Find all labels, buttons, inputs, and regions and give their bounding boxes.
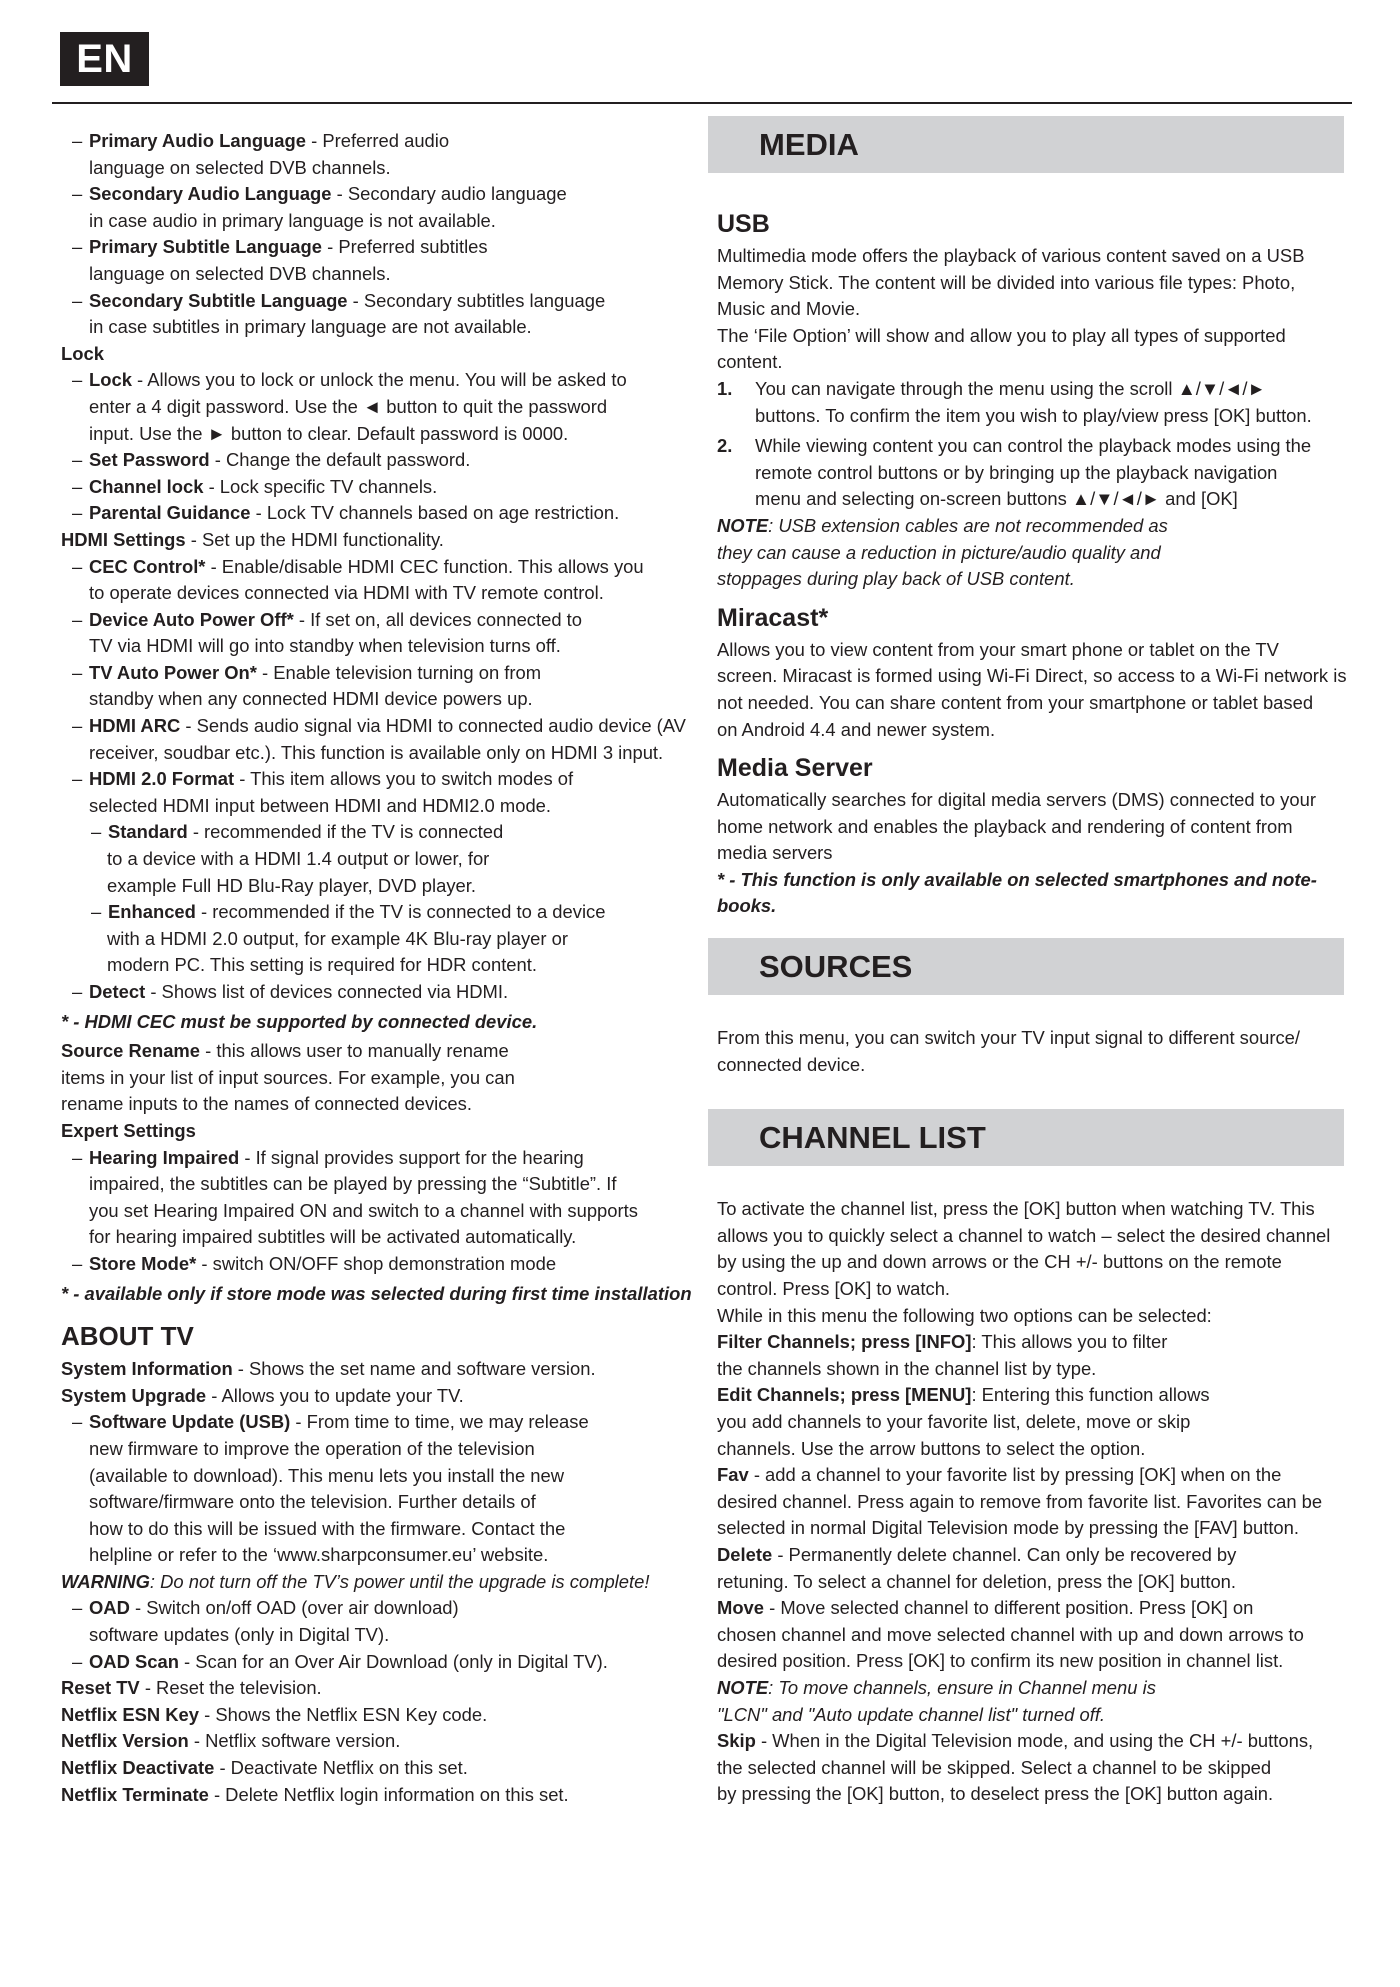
primary-subtitle-item: – Primary Subtitle Language - Preferred subtitles — [61, 234, 701, 261]
usb-step-2: 2. While viewing content you can control the playback modes using the — [717, 435, 1312, 457]
netflix-deactivate-item: Netflix Deactivate - Deactivate Netflix on this set. — [61, 1757, 468, 1779]
fav-cont: desired channel. Press again to remove from favorite list. Favorites can be — [717, 1490, 1323, 1512]
primary-audio-cont: language on selected DVB channels. — [89, 156, 391, 178]
software-update-item: – Software Update (USB) - From time to time, we may release — [61, 1409, 701, 1436]
netflix-terminate-item: Netflix Terminate - Delete Netflix login information on this set. — [61, 1783, 569, 1805]
channel-list-text-line: To activate the channel list, press the [OK] button when watching TV. This — [717, 1198, 1315, 1220]
channel-list-text-line: by using the up and down arrows or the CH +/- buttons on the remote — [717, 1251, 1282, 1273]
move-cont: desired position. Press [OK] to confirm its new position in channel list. — [717, 1650, 1284, 1672]
channel-list-text-line: allows you to quickly select a channel to watch – select the desired channel — [717, 1224, 1331, 1246]
set-password-item: – Set Password - Change the default password. — [61, 447, 701, 474]
hdmi-format-item: – HDMI 2.0 Format - This item allows you to switch modes of — [61, 766, 701, 793]
move-note-cont: "LCN" and "Auto update channel list" turned off. — [717, 1703, 1106, 1725]
hdmi-format-cont: selected HDMI input between HDMI and HDMI2.0 mode. — [89, 794, 552, 816]
software-update-cont: software/firmware onto the television. Further details of — [89, 1491, 536, 1513]
software-update-cont: how to do this will be issued with the firmware. Contact the — [89, 1517, 566, 1539]
right-column — [708, 116, 1347, 1808]
cec-control-item: – CEC Control* - Enable/disable HDMI CEC function. This allows you — [61, 554, 701, 581]
secondary-subtitle-cont: in case subtitles in primary language are not available. — [89, 316, 532, 338]
miracast-text-line: on Android 4.4 and newer system. — [717, 718, 996, 740]
media-server-footnote-cont: books. — [717, 895, 777, 917]
miracast-text-line: not needed. You can share content from your smartphone or tablet based — [717, 691, 1314, 713]
reset-tv-item: Reset TV - Reset the television. — [61, 1677, 322, 1699]
cec-control-cont: to operate devices connected via HDMI with TV remote control. — [89, 582, 604, 604]
system-information-item: System Information - Shows the set name and software version. — [61, 1358, 596, 1380]
media-section-banner: MEDIA — [708, 116, 1344, 173]
lock-item-cont: enter a 4 digit password. Use the ◄ button to quit the password — [89, 395, 608, 417]
usb-step-2-cont: menu and selecting on-screen buttons ▲/▼/◄/► and [OK] — [755, 488, 1238, 510]
channel-list-section-banner: CHANNEL LIST — [708, 1109, 1344, 1166]
skip-cont: the selected channel will be skipped. Select a channel to be skipped — [717, 1756, 1272, 1778]
netflix-version-item: Netflix Version - Netflix software version. — [61, 1730, 401, 1752]
header-rule — [52, 102, 1352, 104]
skip-cont: by pressing the [OK] button, to deselect press the [OK] button again. — [717, 1783, 1274, 1805]
usb-text-line: Multimedia mode offers the playback of various content saved on a USB — [717, 245, 1305, 266]
tv-auto-power-on-item: – TV Auto Power On* - Enable television turning on from — [61, 660, 701, 687]
software-update-cont: new firmware to improve the operation of the television — [89, 1437, 535, 1459]
usb-text-line: Music and Movie. — [717, 298, 861, 320]
edit-channels-item: Edit Channels; press [MENU]: Entering this function allows — [717, 1384, 1210, 1406]
software-update-cont: helpline or refer to the ‘www.sharpconsumer.eu’ website. — [89, 1544, 549, 1566]
edit-channels-cont: you add channels to your favorite list, delete, move or skip — [717, 1411, 1191, 1432]
usb-note-cont: stoppages during play back of USB content. — [717, 568, 1075, 590]
move-cont: chosen channel and move selected channel with up and down arrows to — [717, 1623, 1304, 1645]
sources-section-banner: SOURCES — [708, 938, 1344, 995]
miracast-text-line: screen. Miracast is formed using Wi-Fi Direct, so access to a Wi-Fi network is — [717, 665, 1347, 687]
media-server-text-line: Automatically searches for digital media servers (DMS) connected to your — [717, 789, 1316, 811]
store-mode-footnote: * - available only if store mode was selected during first time installation — [61, 1282, 692, 1304]
fav-item: Fav - add a channel to your favorite list by pressing [OK] when on the — [717, 1464, 1282, 1486]
tv-auto-power-on-cont: standby when any connected HDMI device powers up. — [89, 688, 533, 710]
standard-cont: example Full HD Blu-Ray player, DVD player. — [107, 874, 476, 896]
usb-text-line: content. — [717, 351, 783, 373]
hearing-impaired-cont: you set Hearing Impaired ON and switch to a channel with supports — [89, 1199, 638, 1221]
skip-item: Skip - When in the Digital Television mode, and using the CH +/- buttons, — [717, 1730, 1314, 1752]
filter-channels-item: Filter Channels; press [INFO]: This allows you to filter — [717, 1331, 1168, 1353]
usb-note-cont: they can cause a reduction in picture/audio quality and — [717, 541, 1161, 563]
hearing-impaired-cont: impaired, the subtitles can be played by pressing the “Subtitle”. If — [89, 1173, 617, 1195]
parental-guidance-item: – Parental Guidance - Lock TV channels based on age restriction. — [61, 500, 701, 527]
primary-audio-item: – Primary Audio Language - Preferred audio — [61, 128, 701, 155]
hdmi-arc-item: – HDMI ARC - Sends audio signal via HDMI to connected audio device (AV — [61, 713, 701, 740]
standard-item: – Standard - recommended if the TV is connected — [61, 819, 701, 846]
usb-step-1: 1. You can navigate through the menu using the scroll ▲/▼/◄/► — [717, 377, 1266, 399]
fav-cont: selected in normal Digital Television mode by pressing the [FAV] button. — [717, 1517, 1299, 1539]
move-note: NOTE: To move channels, ensure in Channel menu is — [717, 1676, 1156, 1698]
usb-text-line: The ‘File Option’ will show and allow you to play all types of supported — [717, 324, 1286, 346]
edit-channels-cont: channels. Use the arrow buttons to select the option. — [717, 1437, 1146, 1459]
hdmi-settings-header: HDMI Settings - Set up the HDMI functionality. — [61, 528, 444, 550]
source-rename-cont: rename inputs to the names of connected devices. — [61, 1093, 472, 1115]
cec-footnote: * - HDMI CEC must be supported by connected device. — [61, 1010, 538, 1032]
detect-item: – Detect - Shows list of devices connected via HDMI. — [61, 979, 701, 1006]
device-auto-power-off-item: – Device Auto Power Off* - If set on, all devices connected to — [61, 607, 701, 634]
media-server-footnote: * - This function is only available on selected smartphones and note- — [717, 868, 1317, 890]
hdmi-arc-cont: receiver, soudbar etc.). This function is available only on HDMI 3 input. — [89, 741, 664, 763]
device-auto-power-off-cont: TV via HDMI will go into standby when television turns off. — [89, 635, 561, 657]
usb-text-line: Memory Stick. The content will be divided into various file types: Photo, — [717, 271, 1296, 293]
enhanced-cont: with a HDMI 2.0 output, for example 4K Blu-ray player or — [107, 927, 568, 949]
standard-cont: to a device with a HDMI 1.4 output or lower, for — [107, 848, 490, 870]
secondary-audio-item: – Secondary Audio Language - Secondary audio language — [61, 181, 701, 208]
secondary-audio-cont: in case audio in primary language is not available. — [89, 209, 496, 231]
channel-lock-item: – Channel lock - Lock specific TV channels. — [61, 474, 701, 501]
enhanced-cont: modern PC. This setting is required for HDR content. — [107, 954, 537, 976]
sources-text-line: connected device. — [717, 1053, 866, 1075]
miracast-text-line: Allows you to view content from your smart phone or tablet on the TV — [717, 638, 1279, 660]
lock-item: – Lock - Allows you to lock or unlock the menu. You will be asked to — [61, 367, 701, 394]
media-server-heading: Media Server — [717, 754, 873, 783]
expert-settings-header: Expert Settings — [61, 1119, 196, 1141]
miracast-heading: Miracast* — [717, 603, 829, 632]
media-server-text-line: media servers — [717, 842, 833, 864]
sources-text-line: From this menu, you can switch your TV input signal to different source/ — [717, 1027, 1300, 1049]
source-rename-cont: items in your list of input sources. For example, you can — [61, 1066, 515, 1088]
secondary-subtitle-item: – Secondary Subtitle Language - Secondary subtitles language — [61, 288, 701, 315]
usb-step-1-cont: buttons. To confirm the item you wish to play/view press [OK] button. — [755, 404, 1312, 426]
usb-note: NOTE: USB extension cables are not recommended as — [717, 514, 1168, 536]
system-upgrade-item: System Upgrade - Allows you to update your TV. — [61, 1384, 464, 1406]
delete-item: Delete - Permanently delete channel. Can only be recovered by — [717, 1543, 1237, 1565]
primary-subtitle-cont: language on selected DVB channels. — [89, 262, 391, 284]
move-item: Move - Move selected channel to different position. Press [OK] on — [717, 1597, 1254, 1619]
about-tv-heading: ABOUT TV — [61, 1321, 194, 1352]
hearing-impaired-cont: for hearing impaired subtitles will be activated automatically. — [89, 1226, 577, 1248]
software-update-cont: (available to download). This menu lets you install the new — [89, 1464, 565, 1486]
lock-item-cont: input. Use the ► button to clear. Default password is 0000. — [89, 422, 569, 444]
delete-cont: retuning. To select a channel for deletion, press the [OK] button. — [717, 1570, 1237, 1592]
usb-heading: USB — [717, 210, 770, 238]
store-mode-item: – Store Mode* - switch ON/OFF shop demonstration mode — [61, 1251, 701, 1278]
usb-step-2-cont: remote control buttons or by bringing up the playback navigation — [755, 461, 1278, 483]
language-badge: EN — [60, 32, 149, 86]
upgrade-warning: WARNING: Do not turn off the TV’s power until the upgrade is complete! — [61, 1570, 650, 1592]
hearing-impaired-item: – Hearing Impaired - If signal provides support for the hearing — [61, 1145, 701, 1172]
channel-list-text-line: control. Press [OK] to watch. — [717, 1278, 951, 1300]
filter-channels-cont: the channels shown in the channel list by type. — [717, 1357, 1097, 1379]
lock-header: Lock — [61, 342, 104, 364]
left-column — [61, 128, 701, 1808]
oad-cont: software updates (only in Digital TV). — [89, 1624, 390, 1646]
enhanced-item: – Enhanced - recommended if the TV is connected to a device — [61, 899, 701, 926]
netflix-esn-item: Netflix ESN Key - Shows the Netflix ESN Key code. — [61, 1703, 488, 1725]
oad-item: – OAD - Switch on/off OAD (over air download) — [61, 1595, 701, 1622]
channel-list-text-line: While in this menu the following two options can be selected: — [717, 1304, 1212, 1326]
oad-scan-item: – OAD Scan - Scan for an Over Air Download (only in Digital TV). — [61, 1649, 701, 1676]
source-rename-item: Source Rename - this allows user to manually rename — [61, 1040, 509, 1062]
media-server-text-line: home network and enables the playback and rendering of content from — [717, 815, 1293, 837]
